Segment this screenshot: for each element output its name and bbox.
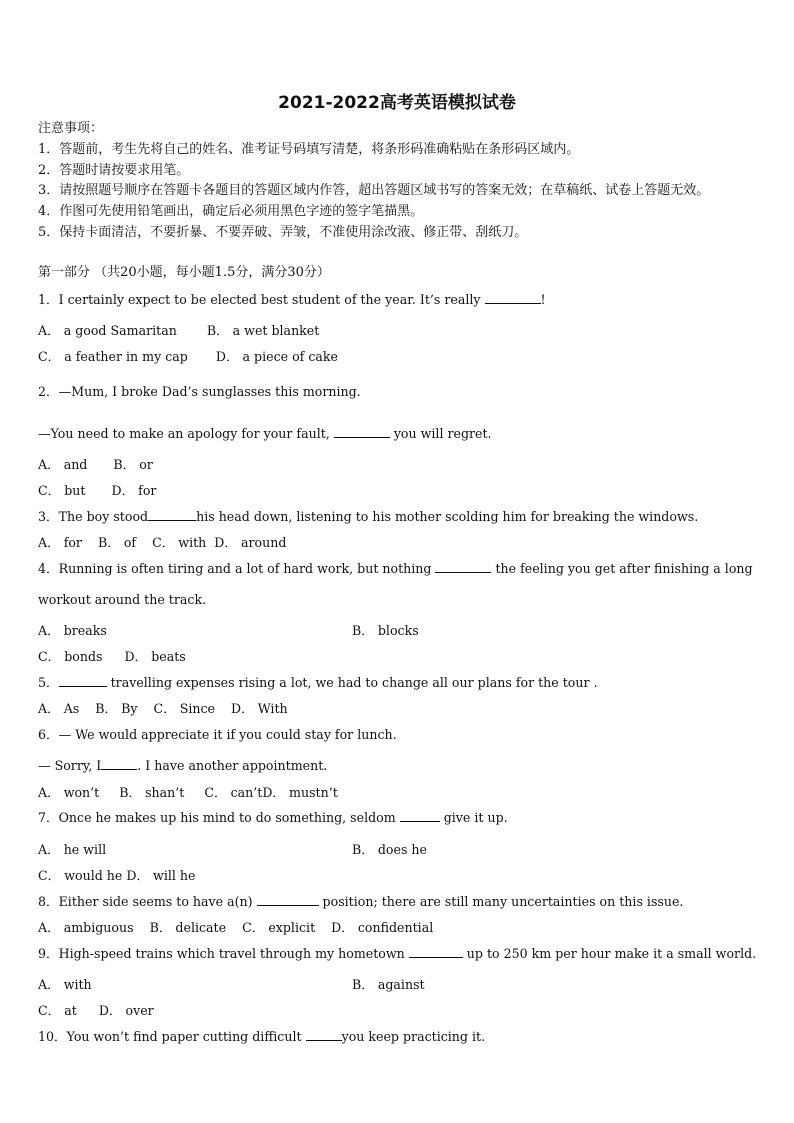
- option-b[interactable]: B． does he: [352, 842, 427, 857]
- question-7-text: 7．Once he makes up his mind to do something, seldom: [38, 810, 400, 825]
- option-c[interactable]: C． at: [38, 1003, 77, 1018]
- question-9-end: up to 250 km per hour make it a small world.: [462, 946, 757, 961]
- question-4-line-2: workout around the track.: [38, 592, 207, 607]
- question-3: [38, 509, 698, 525]
- question-2-line-2: [38, 426, 492, 442]
- option-a[interactable]: A． he will: [38, 842, 107, 857]
- question-5-options[interactable]: A． As B． By C． Since D． With: [38, 701, 288, 716]
- option-d[interactable]: D． over: [98, 1003, 154, 1018]
- question-1-text: 1．I certainly expect to be elected best student of the year. It’s really: [38, 292, 485, 307]
- question-5-number: 5．: [38, 675, 59, 690]
- option-c[interactable]: C． a feather in my cap: [38, 349, 188, 364]
- question-3-text: 3．The boy stood: [38, 509, 149, 524]
- question-9-options-row-1: [38, 977, 425, 993]
- notice-item-1: 1．答题前，考生先将自己的姓名、准考证号码填写清楚，将条形码准确粘贴在条形码区域内。: [38, 142, 580, 157]
- option-a[interactable]: A． with: [38, 977, 92, 992]
- question-7-options-row-2[interactable]: C． would he D． will he: [38, 868, 196, 883]
- question-1-options-row-2: [38, 349, 338, 365]
- option-b[interactable]: B． against: [352, 977, 425, 992]
- answer-blank: [59, 675, 107, 687]
- question-5: [38, 675, 598, 691]
- question-8-text: 8．Either side seems to have a(n): [38, 894, 257, 909]
- notice-item-4: 4．作图可先使用铅笔画出，确定后必须用黑色字迹的签字笔描黑。: [38, 204, 424, 219]
- option-c[interactable]: C． but: [38, 483, 86, 498]
- question-9-options-row-2: [38, 1003, 154, 1019]
- option-b[interactable]: B． a wet blanket: [206, 323, 320, 338]
- question-6-line-2: [38, 758, 327, 774]
- answer-blank: [334, 426, 390, 438]
- question-1-end: !: [540, 292, 546, 307]
- option-d[interactable]: D． a piece of cake: [215, 349, 338, 364]
- page-title: 2021-2022高考英语模拟试卷: [278, 93, 516, 113]
- option-b[interactable]: B． or: [113, 457, 153, 472]
- question-2-text: —You need to make an apology for your fault,: [38, 426, 334, 441]
- question-10-text: 10．You won’t find paper cutting difficult: [38, 1029, 306, 1044]
- question-7: [38, 810, 508, 826]
- option-d[interactable]: D． beats: [124, 649, 186, 664]
- question-2-line-1: 2．—Mum, I broke Dad’s sunglasses this morning.: [38, 384, 361, 399]
- question-9: [38, 946, 756, 962]
- question-6-end: . I have another appointment.: [137, 758, 328, 773]
- option-c[interactable]: C． bonds: [38, 649, 103, 664]
- question-8: [38, 894, 683, 910]
- option-b[interactable]: B． blocks: [352, 623, 419, 638]
- question-8-options[interactable]: A． ambiguous B． delicate C． explicit D． confidential: [38, 920, 434, 935]
- option-d[interactable]: D． for: [111, 483, 157, 498]
- question-4-text: 4．Running is often tiring and a lot of hard work, but nothing: [38, 561, 436, 576]
- question-1-options-row-1: [38, 323, 319, 339]
- question-5-text: travelling expenses rising a lot, we had to change all our plans for the tour .: [106, 675, 598, 690]
- question-4-options-row-1: [38, 623, 419, 639]
- answer-blank: [306, 1029, 342, 1041]
- question-6-options[interactable]: A． won’t B． shan’t C． can’tD． mustn’t: [38, 785, 338, 800]
- question-3-end: his head down, listening to his mother scolding him for breaking the windows.: [196, 509, 699, 524]
- question-7-end: give it up.: [439, 810, 508, 825]
- question-10: [38, 1029, 485, 1045]
- notice-heading: 注意事项：: [38, 121, 104, 136]
- question-3-options[interactable]: A． for B． of C． with D． around: [38, 535, 287, 550]
- answer-blank: [409, 946, 463, 958]
- answer-blank: [101, 758, 137, 770]
- option-a[interactable]: A． breaks: [38, 623, 107, 638]
- question-10-end: you keep practicing it.: [341, 1029, 486, 1044]
- answer-blank: [257, 894, 319, 906]
- question-7-options-row-1: [38, 842, 427, 858]
- question-9-text: 9．High-speed trains which travel through my hometown: [38, 946, 409, 961]
- question-2-options-row-2: [38, 483, 156, 499]
- question-8-end: position; there are still many uncertainties on this issue.: [318, 894, 684, 909]
- option-a[interactable]: A． a good Samaritan: [38, 323, 177, 338]
- notice-item-2: 2．答题时请按要求用笔。: [38, 163, 190, 178]
- section-heading: 第一部分 （共20小题，每小题1.5分，满分30分）: [38, 265, 330, 280]
- answer-blank: [435, 561, 491, 573]
- question-4-options-row-2: [38, 649, 186, 665]
- answer-blank: [485, 292, 541, 304]
- option-a[interactable]: A． and: [38, 457, 88, 472]
- question-2-end: you will regret.: [389, 426, 492, 441]
- question-6-line-1: 6．— We would appreciate it if you could stay for lunch.: [38, 727, 397, 742]
- question-4-line-1: [38, 561, 753, 577]
- question-2-options-row-1: [38, 457, 153, 473]
- answer-blank: [400, 810, 440, 822]
- question-6-text: — Sorry, I: [38, 758, 102, 773]
- notice-item-3: 3．请按照题号顺序在答题卡各题目的答题区域内作答，超出答题区域书写的答案无效；在草稿纸、试卷上答题无效。: [38, 183, 710, 198]
- answer-blank: [148, 509, 196, 521]
- question-4-end: the feeling you get after finishing a long: [491, 561, 753, 576]
- question-1: [38, 292, 546, 308]
- notice-item-5: 5．保持卡面清洁，不要折暴、不要弄破、弄皱，不准使用涂改液、修正带、刮纸刀。: [38, 225, 528, 240]
